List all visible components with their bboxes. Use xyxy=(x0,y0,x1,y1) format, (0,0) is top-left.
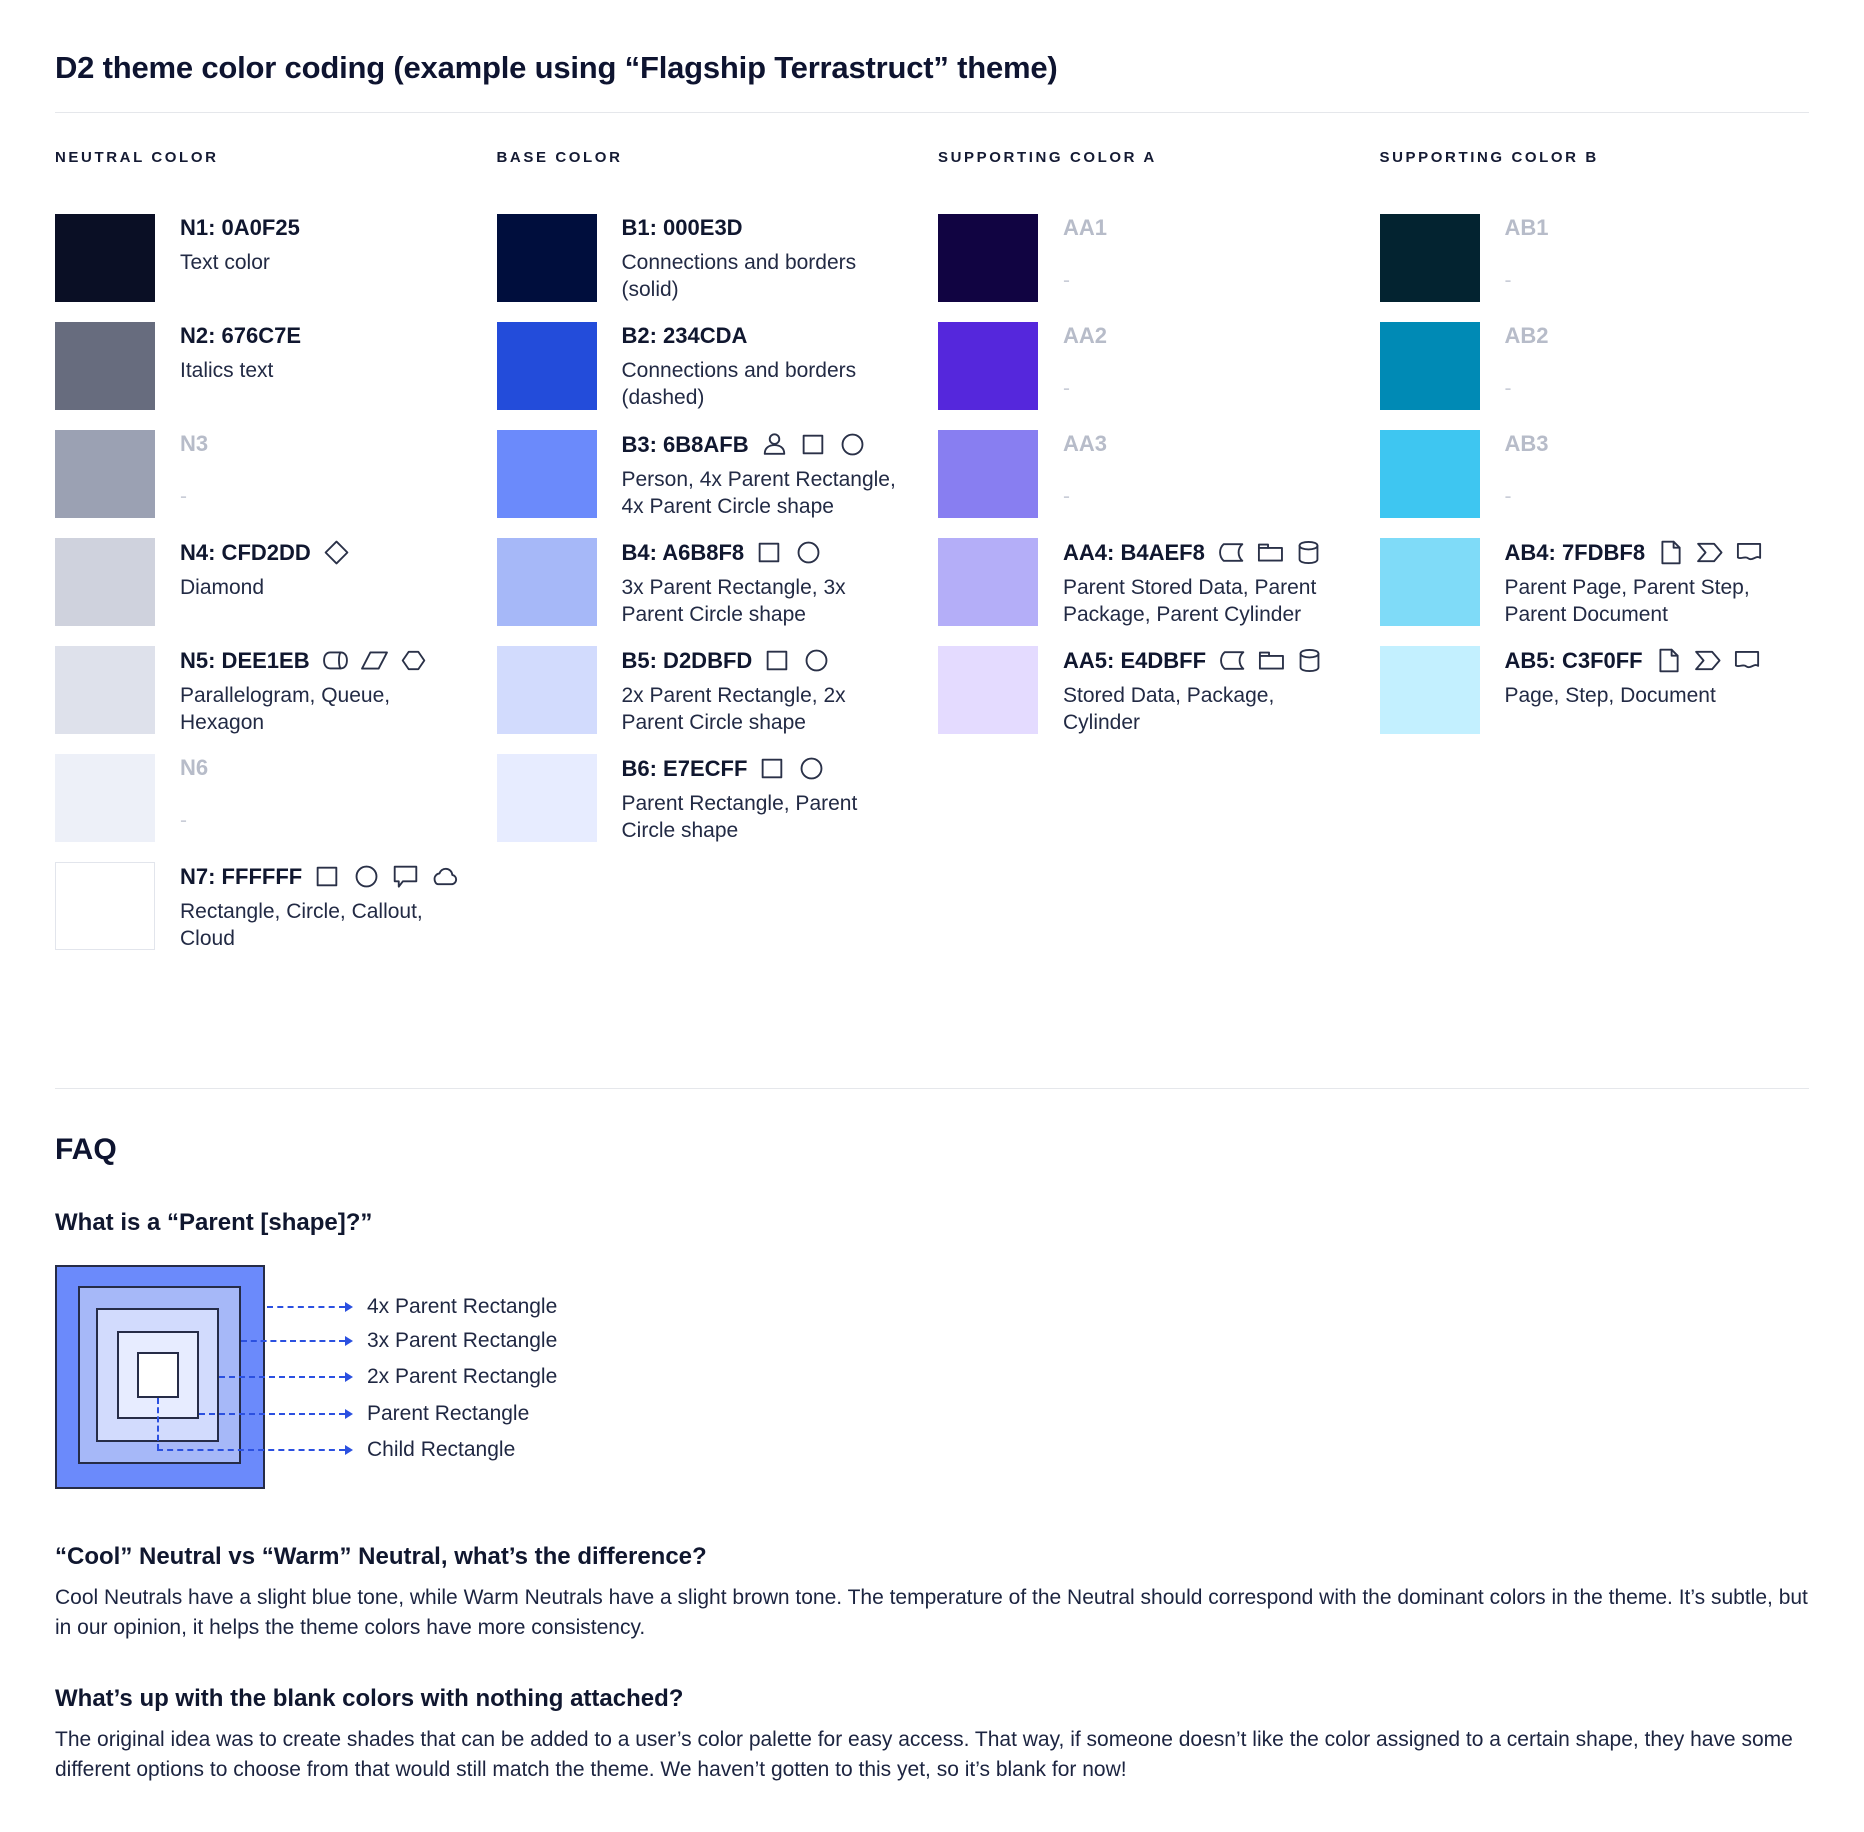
rectangle-icon xyxy=(756,539,783,566)
b2-desc: Connections and borders (dashed) xyxy=(621,359,857,409)
diagram-label-2x: 2x Parent Rectangle xyxy=(367,1365,558,1388)
swatch-row-aa5 xyxy=(938,646,1368,734)
n3-label: N3 xyxy=(180,431,209,456)
aa1-label: AA1 xyxy=(1063,215,1108,240)
n6-label: N6 xyxy=(180,755,209,780)
aa3-color-swatch xyxy=(938,430,1038,518)
b5-color-swatch xyxy=(497,646,597,734)
aa2-color-swatch xyxy=(938,322,1038,410)
connector-line-parent xyxy=(199,1413,345,1415)
diagram-label-child: Child Rectangle xyxy=(367,1438,516,1461)
aa2-label: AA2 xyxy=(1063,323,1108,348)
n6-color-swatch xyxy=(55,754,155,842)
swatch-row-aa2 xyxy=(938,322,1368,410)
n2-color-swatch xyxy=(55,322,155,410)
palette-column-neutral xyxy=(55,149,485,970)
aa3-desc: - xyxy=(1063,485,1070,508)
n3-color-swatch xyxy=(55,430,155,518)
circle-icon xyxy=(353,863,380,890)
circle-icon xyxy=(798,755,825,782)
diagram-label-3x: 3x Parent Rectangle xyxy=(367,1329,558,1352)
swatch-row-b3 xyxy=(497,430,927,518)
theme-palette xyxy=(55,149,1809,970)
aa5-label: AA5: E4DBFF xyxy=(1063,647,1207,673)
swatch-row-n4 xyxy=(55,538,485,626)
circle-icon xyxy=(795,539,822,566)
n1-color-swatch xyxy=(55,214,155,302)
swatch-row-b5 xyxy=(497,646,927,734)
n5-label: N5: DEE1EB xyxy=(180,647,310,673)
rectangle-icon xyxy=(759,755,786,782)
n4-label: N4: CFD2DD xyxy=(180,539,311,565)
arrowhead-2x xyxy=(345,1372,353,1382)
ab4-color-swatch xyxy=(1380,538,1480,626)
b2-color-swatch xyxy=(497,322,597,410)
swatch-row-aa4 xyxy=(938,538,1368,626)
cylinder-icon xyxy=(1295,539,1322,566)
b1-desc: Connections and borders (solid) xyxy=(621,251,857,301)
swatch-row-n6 xyxy=(55,754,485,842)
connector-line-child-vertical xyxy=(157,1398,159,1450)
arrowhead-parent xyxy=(345,1409,353,1419)
ab1-desc: - xyxy=(1504,269,1512,292)
n3-desc: - xyxy=(180,485,187,508)
swatch-row-n5 xyxy=(55,646,485,734)
page-icon xyxy=(1657,539,1684,566)
b1-label: B1: 000E3D xyxy=(621,215,743,240)
aa5-color-swatch xyxy=(938,646,1038,734)
b1-color-swatch xyxy=(497,214,597,302)
column-header-supporting-b: SUPPORTING COLOR B xyxy=(1379,149,1599,166)
n1-label: N1: 0A0F25 xyxy=(180,215,300,240)
title-divider xyxy=(55,112,1809,113)
b3-label: B3: 6B8AFB xyxy=(621,431,749,457)
swatch-row-b4 xyxy=(497,538,927,626)
arrowhead-3x xyxy=(345,1336,353,1346)
page-title: D2 theme color coding (example using “Flagship Terrastruct” theme) xyxy=(55,50,1058,85)
b5-desc: 2x Parent Rectangle, 2x Parent Circle shape xyxy=(621,684,846,734)
ab1-color-swatch xyxy=(1380,214,1480,302)
person-icon xyxy=(761,431,788,458)
document-icon xyxy=(1733,647,1760,674)
circle-icon xyxy=(803,647,830,674)
faq-question-2-heading: “Cool” Neutral vs “Warm” Neutral, what’s the difference? xyxy=(55,1543,707,1570)
step-icon xyxy=(1696,539,1723,566)
ab3-color-swatch xyxy=(1380,430,1480,518)
connector-line-4x xyxy=(267,1306,345,1308)
n7-color-swatch xyxy=(55,862,155,950)
diamond-icon xyxy=(323,539,350,566)
n4-desc: Diamond xyxy=(180,576,265,599)
n2-label: N2: 676C7E xyxy=(180,323,302,348)
n6-desc: - xyxy=(180,809,187,832)
column-header-base: BASE COLOR xyxy=(496,149,623,166)
n4-color-swatch xyxy=(55,538,155,626)
connector-line-3x xyxy=(241,1340,345,1342)
stored-data-icon xyxy=(1217,539,1244,566)
aa1-desc: - xyxy=(1063,269,1070,292)
ab5-label: AB5: C3F0FF xyxy=(1504,647,1643,673)
rectangle-icon xyxy=(800,431,827,458)
faq-question-3-heading: What’s up with the blank colors with nothing attached? xyxy=(55,1685,684,1712)
palette-column-supporting-b xyxy=(1380,149,1810,970)
palette-column-base xyxy=(497,149,927,970)
cylinder-icon xyxy=(1296,647,1323,674)
column-header-neutral: NEUTRAL COLOR xyxy=(55,149,219,166)
ab2-label: AB2 xyxy=(1504,323,1549,348)
diagram-rect-child xyxy=(137,1352,179,1398)
b4-desc: 3x Parent Rectangle, 3x Parent Circle shape xyxy=(621,576,846,626)
callout-icon xyxy=(392,863,419,890)
swatch-row-n3 xyxy=(55,430,485,518)
ab2-desc: - xyxy=(1504,377,1512,400)
n2-desc: Italics text xyxy=(180,359,274,382)
faq-answer-3: The original idea was to create shades that can be added to a user’s color palette for easy access. That way, if someone doesn’t like the color assigned to a certain shape, they have some different options to choose from that would still match the theme. We haven’t gotten to this yet, so it’s blank for now! xyxy=(55,1728,1793,1781)
faq-question-1-heading: What is a “Parent [shape]?” xyxy=(55,1209,373,1236)
b3-color-swatch xyxy=(497,430,597,518)
swatch-row-ab3 xyxy=(1380,430,1810,518)
diagram-label-parent: Parent Rectangle xyxy=(367,1402,530,1425)
n5-color-swatch xyxy=(55,646,155,734)
swatch-row-b1 xyxy=(497,214,927,302)
b6-label: B6: E7ECFF xyxy=(621,755,748,781)
arrowhead-child xyxy=(345,1445,353,1455)
rectangle-icon xyxy=(764,647,791,674)
ab1-label: AB1 xyxy=(1504,215,1549,240)
column-header-supporting-a: SUPPORTING COLOR A xyxy=(938,149,1157,166)
parallelogram-icon xyxy=(361,647,388,674)
b4-label: B4: A6B8F8 xyxy=(621,539,745,565)
swatch-row-n7 xyxy=(55,862,485,950)
n1-desc: Text color xyxy=(180,251,270,274)
aa4-color-swatch xyxy=(938,538,1038,626)
circle-icon xyxy=(839,431,866,458)
aa1-color-swatch xyxy=(938,214,1038,302)
ab2-color-swatch xyxy=(1380,322,1480,410)
page-icon xyxy=(1655,647,1682,674)
swatch-row-n1 xyxy=(55,214,485,302)
package-icon xyxy=(1257,647,1284,674)
b3-desc: Person, 4x Parent Rectangle, 4x Parent Circle shape xyxy=(621,468,896,518)
palette-column-supporting-a xyxy=(938,149,1368,970)
rectangle-icon xyxy=(314,863,341,890)
aa3-label: AA3 xyxy=(1063,431,1108,456)
ab5-desc: Page, Step, Document xyxy=(1504,684,1716,707)
n5-desc: Parallelogram, Queue, Hexagon xyxy=(180,684,391,734)
stored-data-icon xyxy=(1218,647,1245,674)
faq-answer-2: Cool Neutrals have a slight blue tone, while Warm Neutrals have a slight brown tone. The temperature of the Neutral should correspond with the dominant colors in the theme. It’s subtle, but in our opinion, it helps the theme colors have more consistency. xyxy=(55,1586,1808,1639)
swatch-row-ab2 xyxy=(1380,322,1810,410)
hexagon-icon xyxy=(400,647,427,674)
swatch-row-ab5 xyxy=(1380,646,1810,734)
b6-color-swatch xyxy=(497,754,597,842)
aa4-label: AA4: B4AEF8 xyxy=(1063,539,1205,565)
b2-label: B2: 234CDA xyxy=(621,323,748,348)
arrowhead-4x xyxy=(345,1302,353,1312)
connector-line-2x xyxy=(219,1376,345,1378)
swatch-row-ab1 xyxy=(1380,214,1810,302)
aa4-desc: Parent Stored Data, Parent Package, Parent Cylinder xyxy=(1063,576,1317,626)
aa2-desc: - xyxy=(1063,377,1070,400)
diagram-label-4x: 4x Parent Rectangle xyxy=(367,1295,558,1318)
swatch-row-n2 xyxy=(55,322,485,410)
swatch-row-b6 xyxy=(497,754,927,842)
faq-heading: FAQ xyxy=(55,1133,117,1166)
swatch-row-aa1 xyxy=(938,214,1368,302)
queue-icon xyxy=(322,647,349,674)
swatch-row-aa3 xyxy=(938,430,1368,518)
n7-label: N7: FFFFFF xyxy=(180,863,303,889)
ab4-label: AB4: 7FDBF8 xyxy=(1504,539,1646,565)
ab5-color-swatch xyxy=(1380,646,1480,734)
section-divider xyxy=(55,1088,1809,1089)
parent-shape-diagram xyxy=(55,1265,675,1495)
ab3-label: AB3 xyxy=(1504,431,1549,456)
ab4-desc: Parent Page, Parent Step, Parent Document xyxy=(1504,576,1750,626)
b5-label: B5: D2DBFD xyxy=(621,647,753,673)
ab3-desc: - xyxy=(1504,485,1512,508)
cloud-icon xyxy=(431,863,458,890)
n7-desc: Rectangle, Circle, Callout, Cloud xyxy=(180,900,423,950)
swatch-row-ab4 xyxy=(1380,538,1810,626)
swatch-row-b2 xyxy=(497,322,927,410)
b4-color-swatch xyxy=(497,538,597,626)
aa5-desc: Stored Data, Package, Cylinder xyxy=(1063,684,1275,734)
step-icon xyxy=(1694,647,1721,674)
connector-line-child xyxy=(157,1449,345,1451)
package-icon xyxy=(1256,539,1283,566)
document-icon xyxy=(1735,539,1762,566)
b6-desc: Parent Rectangle, Parent Circle shape xyxy=(621,792,858,842)
